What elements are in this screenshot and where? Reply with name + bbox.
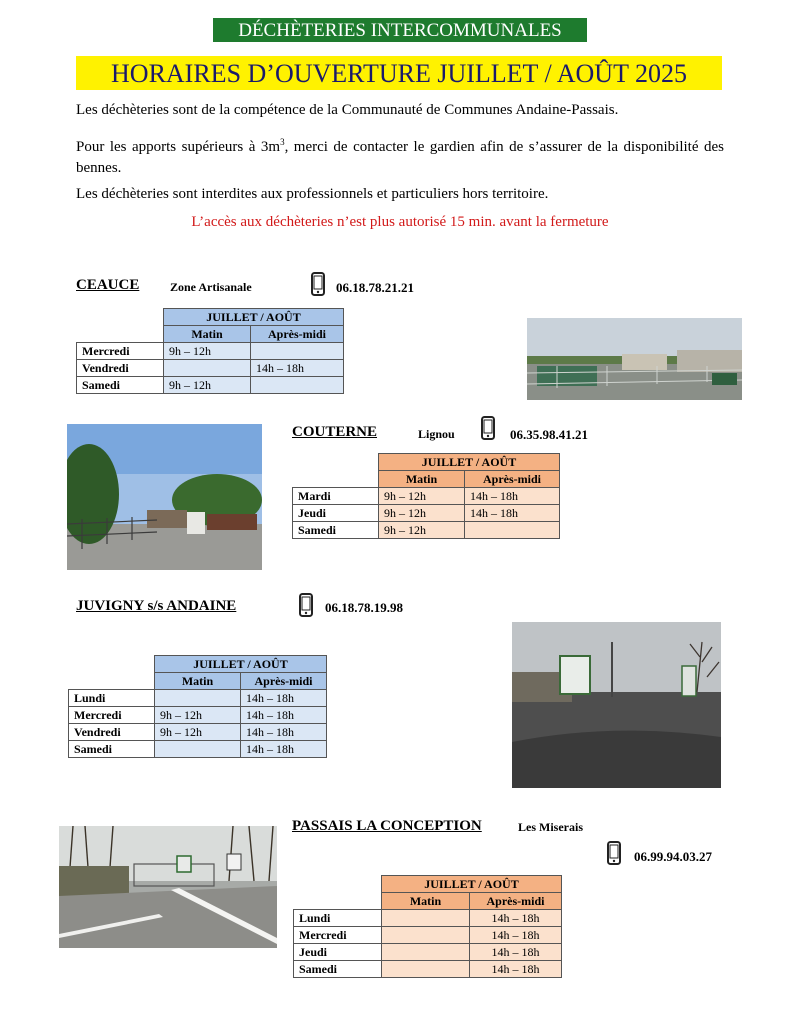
afternoon-hours: 14h – 18h [465, 488, 560, 505]
table-afternoon-header: Après-midi [251, 326, 344, 343]
table-row [294, 944, 562, 961]
mobile-phone-icon [311, 272, 325, 296]
morning-hours [382, 961, 470, 978]
morning-hours: 9h – 12h [379, 505, 465, 522]
site-name-couterne: COUTERNE [292, 424, 378, 440]
afternoon-hours [465, 522, 560, 539]
afternoon-hours: 14h – 18h [241, 707, 327, 724]
table-row [77, 377, 344, 394]
day-label: Mardi [293, 488, 379, 505]
table-row [294, 927, 562, 944]
day-label: Samedi [69, 741, 155, 758]
table-row [69, 724, 327, 741]
schedule-table-couterne [292, 453, 560, 539]
table-afternoon-header: Après-midi [470, 893, 562, 910]
day-label: Jeudi [294, 944, 382, 961]
morning-hours: 9h – 12h [164, 343, 251, 360]
day-label: Mercredi [69, 707, 155, 724]
site-phone-passais: 06.99.94.03.27 [634, 849, 712, 864]
schedule-table-ceauce [76, 308, 344, 394]
table-morning-header: Matin [164, 326, 251, 343]
day-label: Samedi [77, 377, 164, 394]
day-label: Mercredi [294, 927, 382, 944]
day-label: Vendredi [69, 724, 155, 741]
afternoon-hours: 14h – 18h [251, 360, 344, 377]
table-row [293, 522, 560, 539]
afternoon-hours [251, 377, 344, 394]
table-period-header: JUILLET / AOÛT [379, 454, 560, 471]
table-row [293, 505, 560, 522]
table-period-header: JUILLET / AOÛT [164, 309, 344, 326]
morning-hours [155, 690, 241, 707]
juvigny-site-photo [512, 622, 721, 788]
intro-paragraph-3: Les déchèteries sont interdites aux professionnels et particuliers hors territoire. [76, 186, 549, 202]
table-row [294, 961, 562, 978]
ceauce-site-photo [527, 318, 742, 400]
table-afternoon-header: Après-midi [465, 471, 560, 488]
morning-hours [382, 927, 470, 944]
morning-hours: 9h – 12h [155, 707, 241, 724]
day-label: Mercredi [77, 343, 164, 360]
site-phone-ceauce: 06.18.78.21.21 [336, 280, 414, 295]
table-morning-header: Matin [155, 673, 241, 690]
intro-p2-after: , merci de contacter le gardien afin de s’assurer de la disponibilité des bennes. [76, 139, 724, 176]
day-label: Lundi [294, 910, 382, 927]
table-period-header: JUILLET / AOÛT [155, 656, 327, 673]
site-zone-couterne: Lignou [418, 427, 455, 441]
day-label: Samedi [294, 961, 382, 978]
site-zone-passais: Les Miserais [518, 820, 583, 834]
mobile-phone-icon [481, 416, 495, 440]
couterne-site-photo [67, 424, 262, 570]
intro-paragraph-1: Les déchèteries sont de la compétence de la Communauté de Communes Andaine-Passais. [76, 102, 619, 118]
table-row [69, 741, 327, 758]
day-label: Jeudi [293, 505, 379, 522]
morning-hours [164, 360, 251, 377]
site-phone-couterne: 06.35.98.41.21 [510, 427, 588, 442]
morning-hours [155, 741, 241, 758]
afternoon-hours: 14h – 18h [241, 690, 327, 707]
table-row [69, 707, 327, 724]
afternoon-hours: 14h – 18h [241, 724, 327, 741]
day-label: Samedi [293, 522, 379, 539]
intro-paragraph-2 [76, 132, 724, 179]
afternoon-hours: 14h – 18h [470, 910, 562, 927]
afternoon-hours: 14h – 18h [241, 741, 327, 758]
table-period-header: JUILLET / AOÛT [382, 876, 562, 893]
site-phone-juvigny: 06.18.78.19.98 [325, 600, 403, 615]
afternoon-hours: 14h – 18h [465, 505, 560, 522]
mobile-phone-icon [299, 593, 313, 617]
table-row [77, 343, 344, 360]
intro-p2-sup: 3 [280, 137, 285, 147]
morning-hours [382, 944, 470, 961]
site-name-passais: PASSAIS LA CONCEPTION [292, 818, 482, 834]
schedule-table-passais [293, 875, 562, 978]
header-band: DÉCHÈTERIES INTERCOMMUNALES [213, 18, 587, 42]
morning-hours [382, 910, 470, 927]
afternoon-hours: 14h – 18h [470, 944, 562, 961]
table-afternoon-header: Après-midi [241, 673, 327, 690]
table-row [77, 360, 344, 377]
afternoon-hours [251, 343, 344, 360]
site-name-juvigny: JUVIGNY s/s ANDAINE [76, 598, 237, 614]
page-title: HORAIRES D’OUVERTURE JUILLET / AOÛT 2025 [76, 56, 722, 90]
table-row [293, 488, 560, 505]
table-row [294, 910, 562, 927]
afternoon-hours: 14h – 18h [470, 927, 562, 944]
day-label: Vendredi [77, 360, 164, 377]
table-morning-header: Matin [379, 471, 465, 488]
afternoon-hours: 14h – 18h [470, 961, 562, 978]
intro-p2-before: Pour les apports supérieurs à 3m [76, 139, 281, 155]
morning-hours: 9h – 12h [379, 522, 465, 539]
mobile-phone-icon [607, 841, 621, 865]
table-row [69, 690, 327, 707]
closing-warning: L’accès aux déchèteries n’est plus autorisé 15 min. avant la fermeture [191, 214, 609, 230]
passais-site-photo [59, 826, 277, 948]
table-morning-header: Matin [382, 893, 470, 910]
morning-hours: 9h – 12h [164, 377, 251, 394]
site-zone-ceauce: Zone Artisanale [170, 280, 252, 294]
morning-hours: 9h – 12h [379, 488, 465, 505]
site-name-ceauce: CEAUCE [76, 277, 140, 293]
morning-hours: 9h – 12h [155, 724, 241, 741]
schedule-table-juvigny [68, 655, 327, 758]
day-label: Lundi [69, 690, 155, 707]
